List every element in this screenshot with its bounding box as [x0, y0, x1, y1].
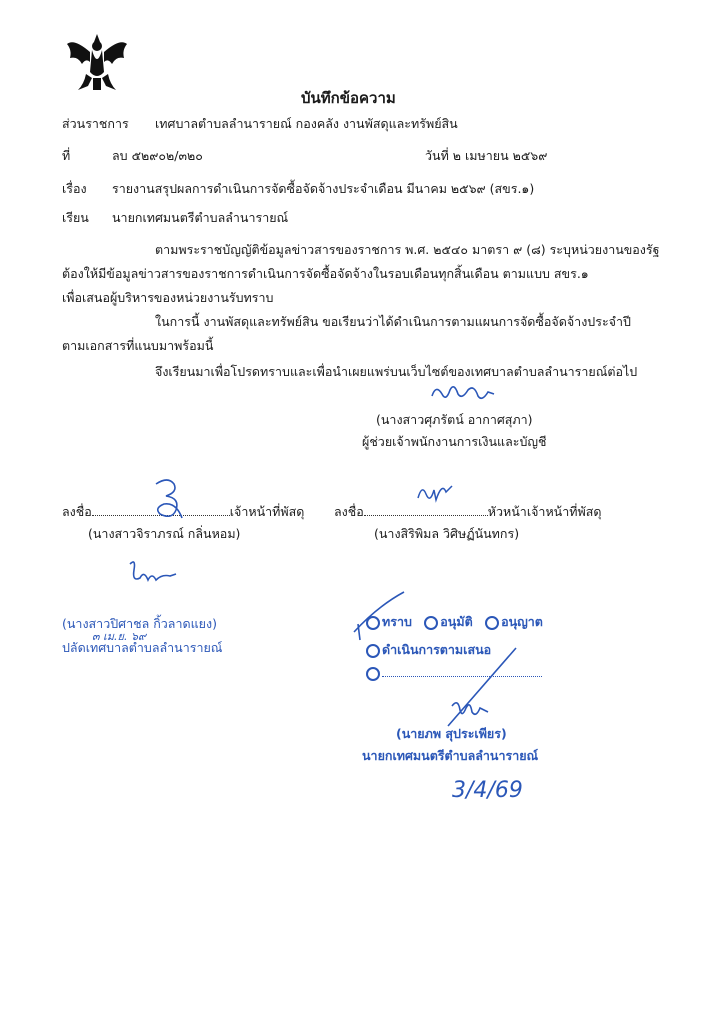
recipient-label: เรียน: [62, 210, 89, 225]
right-signature-line: [334, 502, 601, 522]
option-approve-circle[interactable]: [424, 616, 438, 630]
mayor-options-row: [366, 612, 543, 632]
reference-label: ที่: [62, 148, 71, 163]
deputy-position: ปลัดเทศบาลตำบลลำนารายณ์: [62, 640, 223, 655]
deputy-name: (นางสาวปิศาชล กิ้วลาดแยง): [62, 616, 217, 631]
mayor-date-note: 3/4/69: [452, 778, 523, 803]
paragraph-2-line-2: ตามเอกสารที่แนบมาพร้อมนี้: [62, 338, 214, 353]
signature-siripimon: [412, 478, 456, 508]
option-approve-label: อนุมัติ: [440, 614, 473, 629]
option-other-dots: [382, 664, 542, 677]
right-signer-name: (นางสิริพิมล วิศิษฏ์นันทกร): [374, 526, 520, 541]
mayor-other-row: [366, 664, 542, 681]
mayor-position: นายกเทศมนตรีตำบลลำนารายณ์: [362, 748, 539, 763]
right-signer-role: หัวหน้าเจ้าหน้าที่พัสดุ: [487, 504, 602, 519]
option-proceed-circle[interactable]: [366, 644, 380, 658]
document-title: บันทึกข้อความ: [301, 89, 396, 107]
pen-strokes-decision: [348, 588, 538, 738]
agency-label: ส่วนราชการ: [62, 116, 129, 131]
option-proceed-label: ดำเนินการตามเสนอ: [382, 642, 492, 657]
paragraph-1-line-2: ต้องให้มีข้อมูลข่าวสารของราชการดำเนินการจัดซื้อจัดจ้างในรอบเดือนทุกสิ้นเดือน ตามแบบ สขร.๑: [62, 266, 589, 281]
garuda-emblem-icon: [64, 28, 130, 94]
subject-value: รายงานสรุปผลการดำเนินการจัดซื้อจัดจ้างประจำเดือน มีนาคม ๒๕๖๙ (สขร.๑): [112, 181, 535, 196]
main-signer-name: (นางสาวศุภรัตน์ อากาศสุภา): [376, 412, 533, 427]
paragraph-1-line-1: ตามพระราชบัญญัติข้อมูลข่าวสารของราชการ พ.ศ. ๒๕๔๐ มาตรา ๙ (๘) ระบุหน่วยงานของรัฐ: [155, 242, 660, 257]
left-sign-label: ลงชื่อ: [62, 504, 92, 519]
main-signer-position: ผู้ช่วยเจ้าพนักงานการเงินและบัญชี: [362, 434, 547, 449]
left-signer-name: (นางสาวจิราภรณ์ กลิ่นหอม): [88, 526, 241, 541]
right-sign-label: ลงชื่อ: [334, 504, 364, 519]
agency-value: เทศบาลตำบลลำนารายณ์ กองคลัง งานพัสดุและทรัพย์สิน: [155, 116, 458, 131]
signature-mayor: [448, 696, 492, 720]
option-permit-label: อนุญาต: [501, 614, 543, 629]
mayor-proceed-row: [366, 640, 491, 660]
option-permit-circle[interactable]: [485, 616, 499, 630]
recipient-value: นายกเทศมนตรีตำบลลำนารายณ์: [112, 210, 289, 225]
subject-label: เรื่อง: [62, 181, 87, 196]
deputy-date-note: ๓ เม.ย. ๖๙: [92, 630, 147, 643]
paragraph-2-line-1: ในการนี้ งานพัสดุและทรัพย์สิน ขอเรียนว่าได้ดำเนินการตามแผนการจัดซื้อจัดจ้างประจำปี: [155, 314, 631, 329]
document-date: วันที่ ๒ เมษายน ๒๕๖๙: [425, 148, 548, 163]
signature-jiraporn: [146, 474, 192, 530]
signature-supharat: [428, 380, 498, 406]
reference-number: ลบ ๕๒๙๐๒/๓๒๐: [112, 148, 203, 163]
left-signer-role: เจ้าหน้าที่พัสดุ: [229, 504, 305, 519]
paragraph-1-line-3: เพื่อเสนอผู้บริหารของหน่วยงานรับทราบ: [62, 290, 274, 305]
option-other-circle[interactable]: [366, 667, 380, 681]
signature-deputy: [122, 556, 178, 590]
option-ack-label: ทราบ: [382, 614, 412, 629]
paragraph-3: จึงเรียนมาเพื่อโปรดทราบและเพื่อนำเผยแพร่บนเว็บไซต์ของเทศบาลตำบลลำนารายณ์ต่อไป: [155, 364, 638, 379]
mayor-name: (นายภพ สุประเพียร): [396, 726, 507, 741]
option-ack-circle[interactable]: [366, 616, 380, 630]
